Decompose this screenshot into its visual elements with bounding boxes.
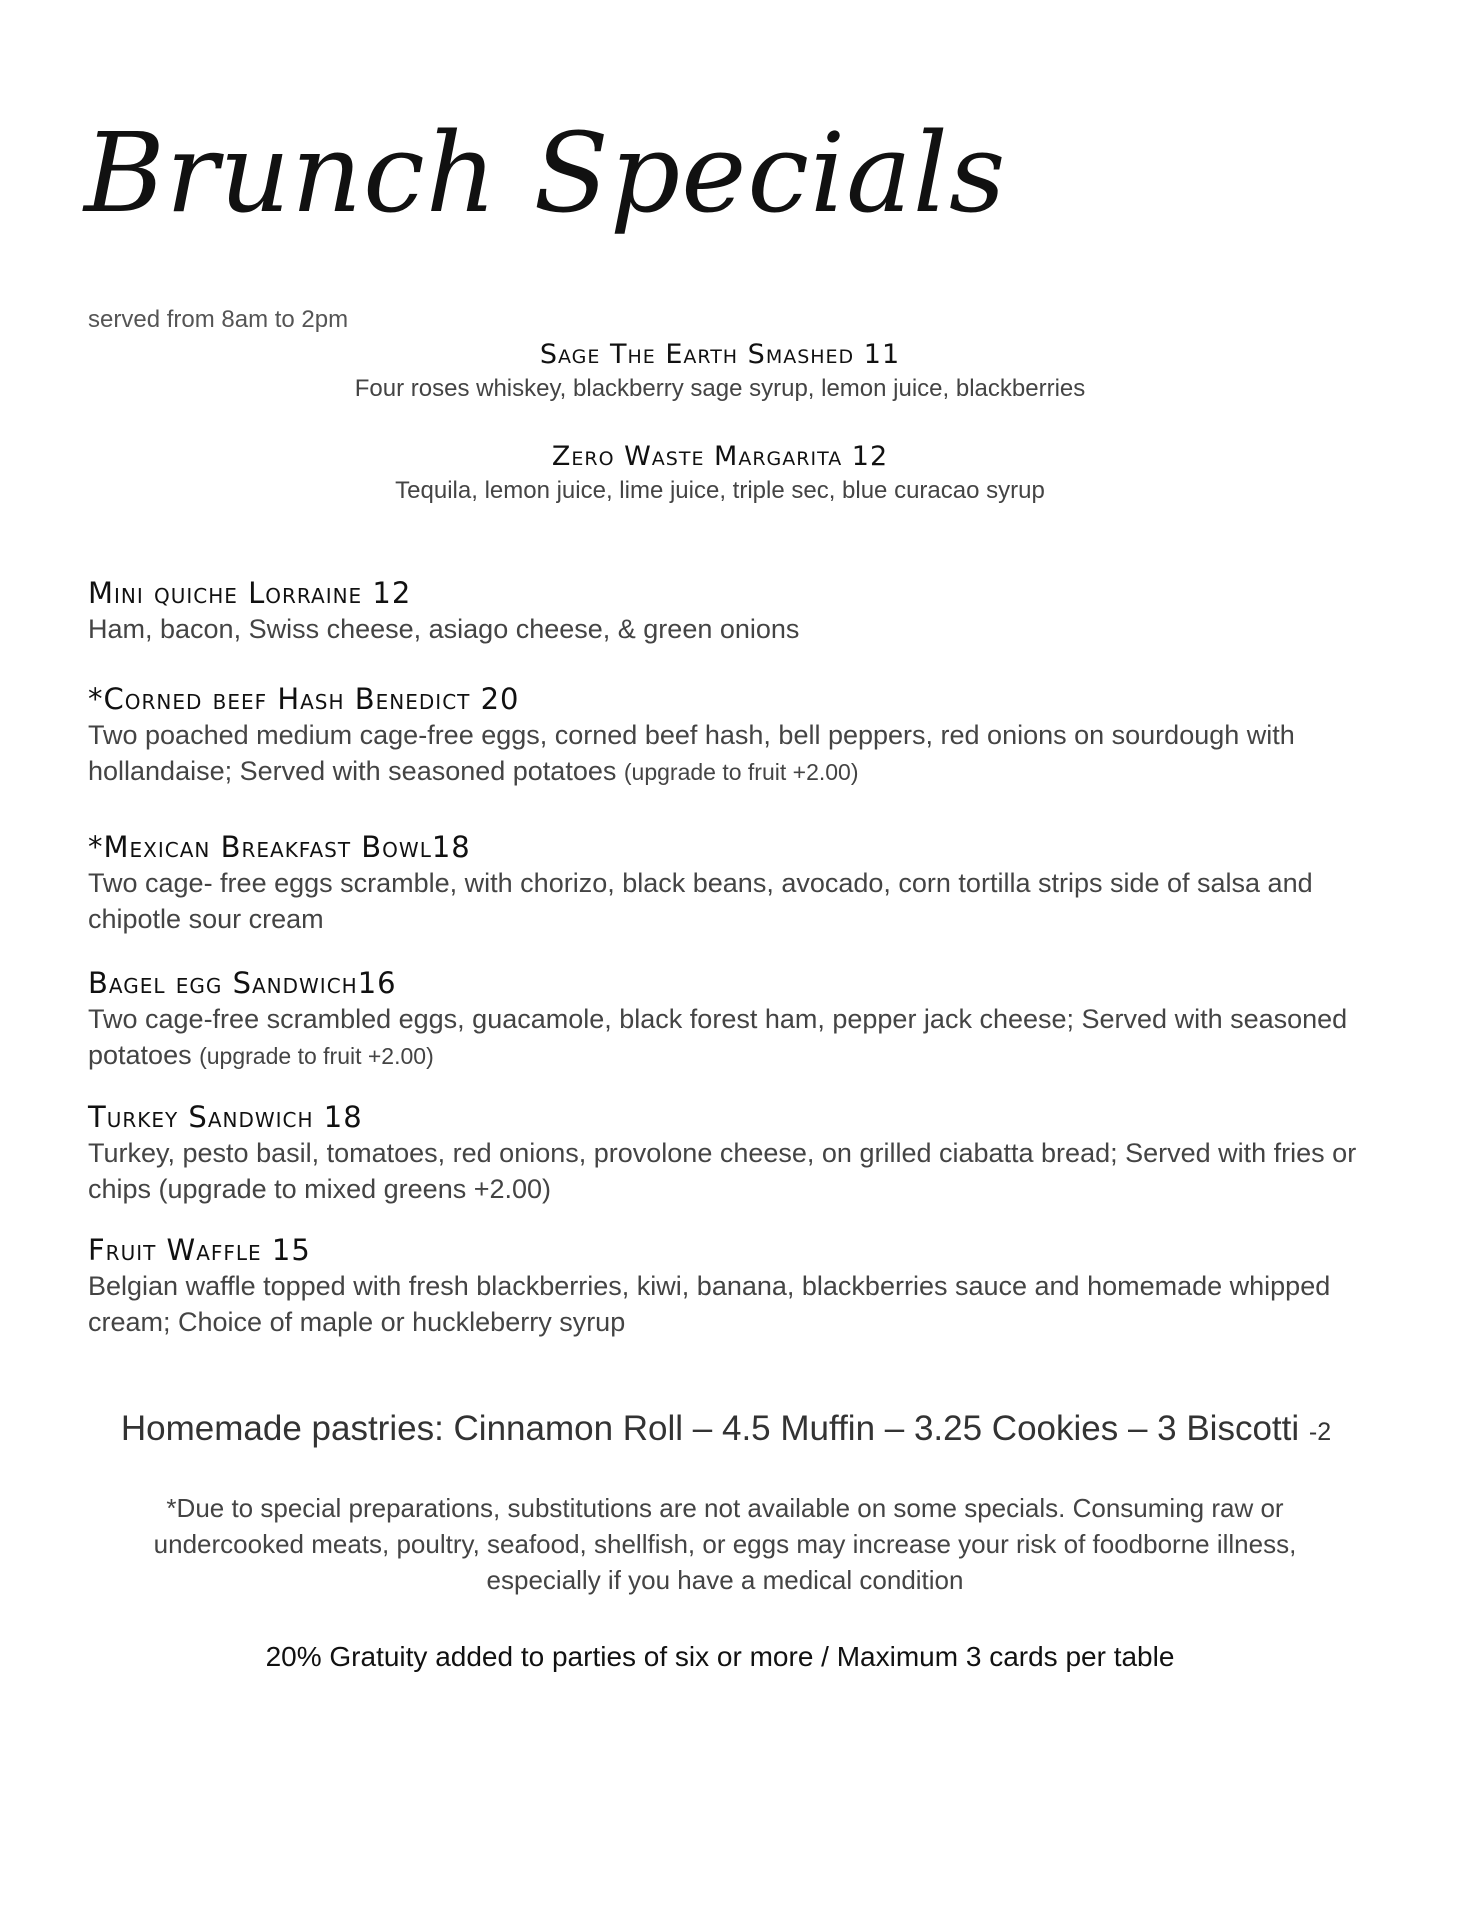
menu-item-name: *Corned beef Hash Benedict 20 — [88, 682, 520, 716]
menu-item-name: Turkey Sandwich 18 — [88, 1100, 363, 1134]
upgrade-note: (upgrade to fruit +2.00) — [623, 758, 859, 785]
menu-item — [88, 966, 1388, 1074]
biscotti-price: -2 — [1308, 1418, 1332, 1446]
menu-item — [88, 682, 1388, 790]
upgrade-note: (upgrade to fruit +2.00) — [199, 1042, 434, 1069]
cocktail-description: Four roses whiskey, blackberry sage syrup, lemon juice, blackberries — [354, 374, 1086, 402]
menu-item-name: Mini quiche Lorraine 12 — [88, 576, 412, 610]
menu-item-name: *Mexican Breakfast Bowl18 — [88, 830, 471, 864]
menu-item — [88, 830, 1388, 937]
cocktail-item — [0, 440, 1440, 509]
menu-item — [88, 1100, 1388, 1207]
menu-item-description: Two cage- free eggs scramble, with chorizo, black beans, avocado, corn tortilla strips side of salsa and chipotle sour cream — [88, 867, 1313, 934]
cocktail-name: Sage The Earth Smashed 11 — [539, 339, 901, 370]
menu-item-description — [88, 1001, 1388, 1074]
menu-item — [88, 576, 1388, 647]
allergy-disclaimer: *Due to special preparations, substitutions are not available on some specials. Consuming raw or undercooked meats, poultry, seafood, shellfish, or eggs may increase your risk of foodborne illness, especially if you have a medical condition — [153, 1493, 1297, 1595]
menu-item-name: Bagel egg Sandwich16 — [88, 966, 397, 1000]
pastries-text: Homemade pastries: Cinnamon Roll – 4.5 Muffin – 3.25 Cookies – 3 Biscotti — [120, 1409, 1300, 1448]
menu-item-description-text: Two poached medium cage-free eggs, corned beef hash, bell peppers, red onions on sourdough with hollandaise; Served with seasoned potatoes — [88, 719, 1295, 786]
menu-item-description: Ham, bacon, Swiss cheese, asiago cheese, & green onions — [88, 613, 800, 644]
menu-item-name: Fruit Waffle 15 — [88, 1233, 311, 1267]
pastries-line — [0, 1408, 1452, 1450]
menu-item-description-text: Two cage-free scrambled eggs, guacamole, black forest ham, pepper jack cheese; Served with seasoned potatoes — [88, 1003, 1348, 1070]
cocktail-description: Tequila, lemon juice, lime juice, triple sec, blue curacao syrup — [395, 476, 1045, 504]
gratuity-note: 20% Gratuity added to parties of six or more / Maximum 3 cards per table — [265, 1641, 1175, 1672]
serving-hours: served from 8am to 2pm — [88, 306, 349, 333]
menu-item-description: Turkey, pesto basil, tomatoes, red onions, provolone cheese, on grilled ciabatta bread; Served with fries or chips (upgrade to mixed greens +2.00) — [88, 1137, 1357, 1204]
menu-item-description — [88, 717, 1388, 790]
cocktail-name: Zero Waste Margarita 12 — [551, 441, 889, 472]
menu-item-description: Belgian waffle topped with fresh blackberries, kiwi, banana, blackberries sauce and homemade whipped cream; Choice of maple or huckleberry syrup — [88, 1270, 1331, 1337]
page-title: Brunch Specials — [84, 109, 1007, 237]
cocktail-item — [0, 338, 1440, 407]
menu-item — [88, 1233, 1388, 1340]
